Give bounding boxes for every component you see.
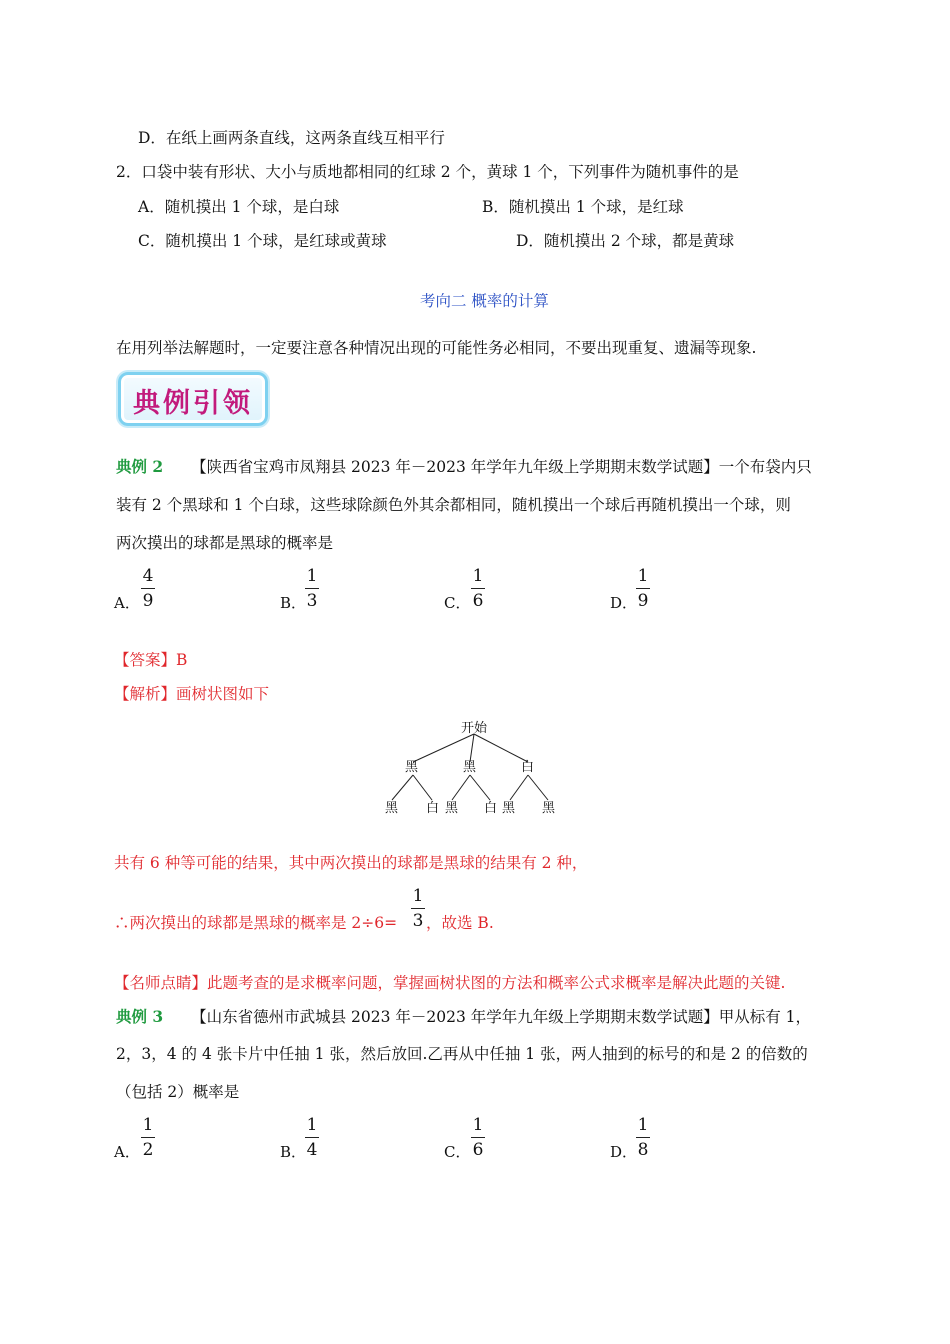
- example3-option-d-fraction: [636, 1115, 650, 1160]
- answer-value: B: [176, 651, 188, 669]
- fraction-bar: [636, 1137, 650, 1138]
- fraction-denominator: 3: [412, 911, 424, 931]
- tree-level1-label: 黑: [463, 760, 477, 775]
- fraction-denominator: 4: [306, 1140, 318, 1160]
- q2-option-c: C．随机摸出 1 个球，是红球或黄球: [138, 232, 387, 250]
- example2-text1: 【陕西省宝鸡市凤翔县 2023 年－2023 年学年九年级上学期期末数学试题】一个布袋内只: [191, 458, 812, 476]
- fraction-numerator: 1: [637, 1115, 649, 1135]
- example2-analysis: [114, 683, 269, 705]
- q2-option-d: D．随机摸出 2 个球，都是黄球: [516, 232, 735, 250]
- analysis-tag: 【解析】: [114, 685, 177, 703]
- example2-option-d-letter: D．: [610, 594, 638, 612]
- fraction-numerator: 1: [472, 566, 484, 586]
- example3-option-c-letter: C．: [444, 1143, 471, 1161]
- fraction-denominator: 9: [637, 591, 649, 611]
- q2-stem: 2．口袋中装有形状、大小与质地都相同的红球 2 个，黄球 1 个，下列事件为随机事件的是: [116, 163, 739, 181]
- tree-level2-label: 黑: [445, 801, 459, 816]
- fraction-numerator: 1: [412, 886, 424, 906]
- tree-edge: [474, 734, 528, 762]
- tree-level2-label: 白: [484, 801, 498, 816]
- example3-line3: （包括 2）概率是: [116, 1083, 240, 1101]
- fraction-bar: [471, 1137, 485, 1138]
- fraction-bar: [141, 588, 155, 589]
- fraction-denominator: 6: [472, 591, 484, 611]
- fraction-denominator: 8: [637, 1140, 649, 1160]
- example2-conclusion-prefix: ∴两次摸出的球都是黑球的概率是 2÷6=: [114, 914, 398, 932]
- example2-conclusion-fraction: [411, 886, 425, 931]
- fraction-bar: [411, 908, 425, 909]
- example2-line3: 两次摸出的球都是黑球的概率是: [116, 534, 334, 552]
- fraction-bar: [305, 588, 319, 589]
- tree-level2-label: 白: [426, 801, 440, 816]
- example3-option-a-letter: A．: [114, 1143, 140, 1161]
- fraction-bar: [636, 588, 650, 589]
- tip-tag: 【名师点睛】: [114, 974, 208, 992]
- section-note: 在用列举法解题时，一定要注意各种情况出现的可能性务必相同，不要出现重复、遗漏等现象.: [116, 339, 757, 357]
- example2-option-c-letter: C．: [444, 594, 471, 612]
- tree-level1-label: 黑: [405, 760, 419, 775]
- example2-label: 典例 2: [116, 457, 164, 476]
- example3-line1: [116, 1006, 811, 1028]
- example3-option-c-fraction: [471, 1115, 485, 1160]
- tree-level2-label: 黑: [542, 801, 556, 816]
- example3-line2: 2，3，4 的 4 张卡片中任抽 1 张，然后放回.乙再从中任抽 1 张，两人抽到的标号的和是 2 的倍数的: [116, 1045, 808, 1063]
- example2-line1: [116, 456, 812, 478]
- example3-label: 典例 3: [116, 1007, 164, 1026]
- analysis-text: 画树状图如下: [176, 685, 270, 703]
- example2-result: 共有 6 种等可能的结果，其中两次摸出的球都是黑球的结果有 2 种，: [114, 854, 588, 872]
- example3-text1: 【山东省德州市武城县 2023 年－2023 年学年九年级上学期期末数学试题】甲从标有 1，: [191, 1008, 812, 1026]
- tree-level1-label: 白: [521, 760, 535, 775]
- example-badge: [118, 372, 268, 426]
- fraction-numerator: 1: [472, 1115, 484, 1135]
- example3-option-b-letter: B．: [280, 1143, 307, 1161]
- example3-option-b-fraction: [305, 1115, 319, 1160]
- fraction-denominator: 6: [472, 1140, 484, 1160]
- example-badge-text: 典例引领: [133, 388, 253, 419]
- fraction-bar: [471, 588, 485, 589]
- example2-option-a-letter: A．: [114, 594, 140, 612]
- tree-level2-label: 黑: [502, 801, 516, 816]
- answer-tag: 【答案】: [114, 651, 177, 669]
- q2-option-a: A．随机摸出 1 个球，是白球: [138, 198, 340, 216]
- example2-option-b-letter: B．: [280, 594, 307, 612]
- example2-answer: [114, 649, 187, 671]
- example2-option-b-fraction: [305, 566, 319, 611]
- example2-option-c-fraction: [471, 566, 485, 611]
- fraction-numerator: 1: [306, 1115, 318, 1135]
- fraction-numerator: 4: [142, 566, 154, 586]
- fraction-numerator: 1: [637, 566, 649, 586]
- example2-line2: 装有 2 个黑球和 1 个白球，这些球除颜色外其余都相同，随机摸出一个球后再随机摸出一个球，则: [116, 496, 791, 514]
- example3-option-d-letter: D．: [610, 1143, 638, 1161]
- fraction-denominator: 2: [142, 1140, 154, 1160]
- tree-root-label: 开始: [461, 721, 488, 736]
- example2-option-a-fraction: [141, 566, 155, 611]
- fraction-bar: [141, 1137, 155, 1138]
- fraction-denominator: 3: [306, 591, 318, 611]
- fraction-numerator: 1: [142, 1115, 154, 1135]
- example2-option-d-fraction: [636, 566, 650, 611]
- example2-tip: [114, 972, 785, 994]
- q2-option-b: B．随机摸出 1 个球，是红球: [482, 198, 684, 216]
- example3-option-a-fraction: [141, 1115, 155, 1160]
- example2-conclusion-suffix: ，故选 B.: [426, 914, 494, 932]
- fraction-numerator: 1: [306, 566, 318, 586]
- tip-text: 此题考查的是求概率问题，掌握画树状图的方法和概率公式求概率是解决此题的关键.: [207, 974, 786, 992]
- fraction-bar: [305, 1137, 319, 1138]
- fraction-denominator: 9: [142, 591, 154, 611]
- q1-option-d: D．在纸上画两条直线，这两条直线互相平行: [138, 129, 445, 147]
- tree-level2-label: 黑: [385, 801, 399, 816]
- section-title: 考向二 概率的计算: [420, 292, 549, 310]
